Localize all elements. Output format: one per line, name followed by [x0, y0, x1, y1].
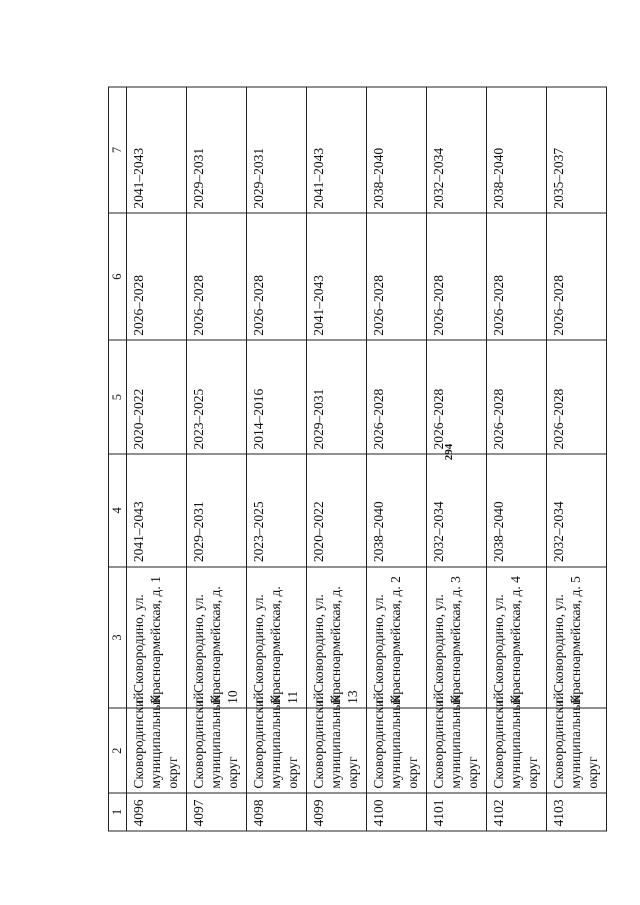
table-header [109, 87, 127, 831]
municipality-cell: Сковородинский муниципальный округ [367, 708, 427, 793]
period-cell-7: 2038–2040 [487, 87, 547, 213]
address-cell: г. Сковородино, ул. Красноармейская, д. 1 [127, 567, 187, 709]
period-cell-5: 2029–2031 [307, 340, 367, 454]
period-cell-6: 2041–2043 [307, 213, 367, 340]
header-cell-1: 1 [109, 793, 127, 831]
table-row [127, 87, 187, 831]
municipality-cell: Сковородинский муниципальный округ [547, 708, 607, 793]
address-cell: г. Сковородино, ул. Красноармейская, д. 11 [247, 567, 307, 709]
table-row [487, 87, 547, 831]
municipality-cell: Сковородинский муниципальный округ [187, 708, 247, 793]
table-row [307, 87, 367, 831]
period-cell-4: 2029–2031 [187, 454, 247, 567]
period-cell-4: 2038–2040 [487, 454, 547, 567]
address-cell: г. Сковородино, ул. Красноармейская, д. 13 [307, 567, 367, 709]
header-cell-3: 3 [109, 567, 127, 709]
row-number-cell: 4102 [487, 793, 547, 831]
header-cell-2: 2 [109, 708, 127, 793]
row-number-cell: 4100 [367, 793, 427, 831]
period-cell-7: 2041–2043 [307, 87, 367, 213]
header-cell-7: 7 [109, 87, 127, 213]
row-number-cell: 4101 [427, 793, 487, 831]
table-row [187, 87, 247, 831]
period-cell-7: 2035–2037 [547, 87, 607, 213]
address-cell: г. Сковородино, ул. Красноармейская, д. 5 [547, 567, 607, 709]
period-cell-5: 2026–2028 [427, 340, 487, 454]
period-cell-4: 2038–2040 [367, 454, 427, 567]
period-cell-4: 2041–2043 [127, 454, 187, 567]
period-cell-7: 2041–2043 [127, 87, 187, 213]
data-table [108, 87, 607, 832]
address-cell: г. Сковородино, ул. Красноармейская, д. 3 [427, 567, 487, 709]
header-cell-6: 6 [109, 213, 127, 340]
period-cell-4: 2032–2034 [547, 454, 607, 567]
period-cell-6: 2026–2028 [127, 213, 187, 340]
municipality-cell: Сковородинский муниципальный округ [427, 708, 487, 793]
row-number-cell: 4098 [247, 793, 307, 831]
municipality-cell: Сковородинский муниципальный округ [307, 708, 367, 793]
period-cell-6: 2026–2028 [427, 213, 487, 340]
period-cell-7: 2038–2040 [367, 87, 427, 213]
municipality-cell: Сковородинский муниципальный округ [247, 708, 307, 793]
period-cell-5: 2014–2016 [247, 340, 307, 454]
page-number: 294 [443, 443, 455, 461]
period-cell-7: 2029–2031 [247, 87, 307, 213]
period-cell-4: 2032–2034 [427, 454, 487, 567]
row-number-cell: 4097 [187, 793, 247, 831]
address-cell: г. Сковородино, ул. Красноармейская, д. 4 [487, 567, 547, 709]
header-row [109, 87, 127, 831]
table-body [127, 87, 607, 831]
row-number-cell: 4096 [127, 793, 187, 831]
period-cell-5: 2026–2028 [487, 340, 547, 454]
address-cell: г. Сковородино, ул. Красноармейская, д. 2 [367, 567, 427, 709]
table-row [427, 87, 487, 831]
period-cell-7: 2032–2034 [427, 87, 487, 213]
period-cell-6: 2026–2028 [187, 213, 247, 340]
period-cell-7: 2029–2031 [187, 87, 247, 213]
table-row [247, 87, 307, 831]
header-cell-4: 4 [109, 454, 127, 567]
municipality-cell: Сковородинский муниципальный округ [127, 708, 187, 793]
row-number-cell: 4103 [547, 793, 607, 831]
municipality-cell: Сковородинский муниципальный округ [487, 708, 547, 793]
period-cell-5: 2026–2028 [367, 340, 427, 454]
header-cell-5: 5 [109, 340, 127, 454]
period-cell-6: 2026–2028 [487, 213, 547, 340]
address-cell: г. Сковородино, ул. Красноармейская, д. 10 [187, 567, 247, 709]
table-row [367, 87, 427, 831]
period-cell-4: 2023–2025 [247, 454, 307, 567]
period-cell-5: 2023–2025 [187, 340, 247, 454]
period-cell-4: 2020–2022 [307, 454, 367, 567]
table-container [108, 87, 600, 832]
row-number-cell: 4099 [307, 793, 367, 831]
period-cell-6: 2026–2028 [247, 213, 307, 340]
table-row [547, 87, 607, 831]
period-cell-5: 2020–2022 [127, 340, 187, 454]
period-cell-6: 2026–2028 [547, 213, 607, 340]
period-cell-5: 2026–2028 [547, 340, 607, 454]
period-cell-6: 2026–2028 [367, 213, 427, 340]
